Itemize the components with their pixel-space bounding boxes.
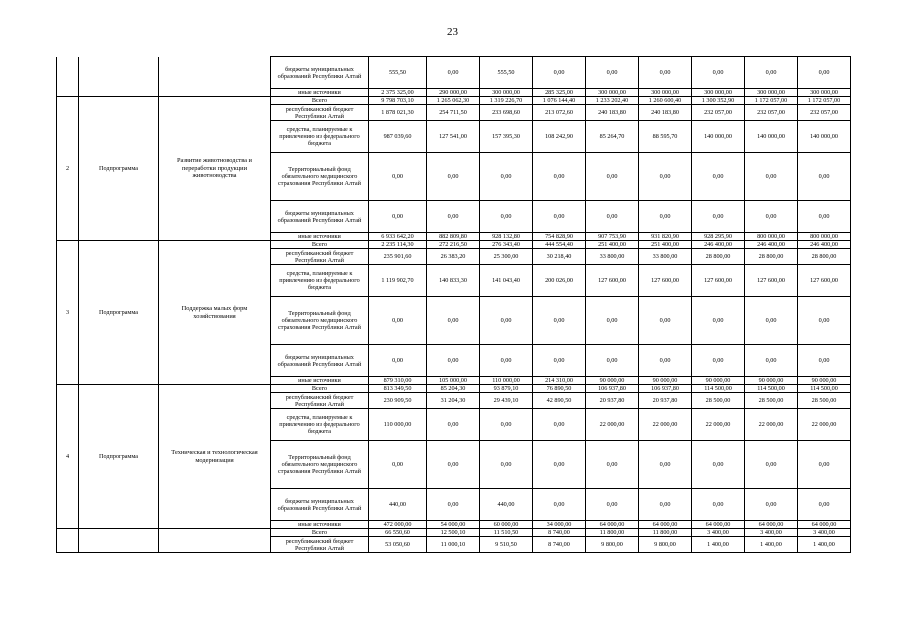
amount-cell: 1 400,00 xyxy=(798,537,851,553)
amount-cell: 64 000,00 xyxy=(692,521,745,529)
amount-cell: 987 039,60 xyxy=(369,121,427,153)
amount-cell: 440,00 xyxy=(480,489,533,521)
amount-cell: 157 395,30 xyxy=(480,121,533,153)
amount-cell: 114 500,00 xyxy=(798,385,851,393)
table-row xyxy=(57,385,851,393)
amount-cell: 0,00 xyxy=(639,57,692,89)
amount-cell: 0,00 xyxy=(533,441,586,489)
amount-cell: 0,00 xyxy=(692,57,745,89)
subprogram-type: Подпрограмма xyxy=(79,385,159,529)
amount-cell: 0,00 xyxy=(369,345,427,377)
amount-cell: 0,00 xyxy=(798,345,851,377)
amount-cell: 0,00 xyxy=(480,345,533,377)
funding-source-cell: средства, планируемые к привлечению из федерального бюджета xyxy=(271,121,369,153)
funding-source-cell: республиканский бюджет Республики Алтай xyxy=(271,393,369,409)
amount-cell: 33 800,00 xyxy=(586,249,639,265)
amount-cell: 64 000,00 xyxy=(745,521,798,529)
amount-cell: 246 400,00 xyxy=(692,241,745,249)
amount-cell: 28 800,00 xyxy=(798,249,851,265)
amount-cell: 0,00 xyxy=(369,441,427,489)
amount-cell: 0,00 xyxy=(586,57,639,89)
amount-cell: 12 500,10 xyxy=(427,529,480,537)
funding-source-cell: иные источники xyxy=(271,377,369,385)
table-row xyxy=(57,529,851,537)
amount-cell: 300 000,00 xyxy=(692,89,745,97)
name-cell xyxy=(159,529,271,553)
amount-cell: 444 554,40 xyxy=(533,241,586,249)
amount-cell: 931 820,90 xyxy=(639,233,692,241)
amount-cell: 1 172 057,00 xyxy=(745,97,798,105)
subprogram-name: Поддержка малых форм хозяйствования xyxy=(159,241,271,385)
amount-cell: 85 264,70 xyxy=(586,121,639,153)
amount-cell: 235 901,60 xyxy=(369,249,427,265)
amount-cell: 106 937,80 xyxy=(639,385,692,393)
amount-cell: 0,00 xyxy=(639,345,692,377)
amount-cell: 240 183,80 xyxy=(586,105,639,121)
amount-cell: 882 809,80 xyxy=(427,233,480,241)
amount-cell: 0,00 xyxy=(745,345,798,377)
amount-cell: 0,00 xyxy=(533,409,586,441)
amount-cell: 22 000,00 xyxy=(586,409,639,441)
amount-cell: 114 500,00 xyxy=(692,385,745,393)
amount-cell: 0,00 xyxy=(798,489,851,521)
amount-cell: 1 265 062,30 xyxy=(427,97,480,105)
amount-cell: 11 510,50 xyxy=(480,529,533,537)
amount-cell: 0,00 xyxy=(480,153,533,201)
amount-cell: 0,00 xyxy=(586,345,639,377)
table-row xyxy=(57,97,851,105)
amount-cell: 0,00 xyxy=(639,441,692,489)
amount-cell: 232 057,00 xyxy=(692,105,745,121)
amount-cell: 0,00 xyxy=(798,297,851,345)
amount-cell: 0,00 xyxy=(369,201,427,233)
amount-cell: 0,00 xyxy=(427,201,480,233)
amount-cell: 106 937,80 xyxy=(586,385,639,393)
amount-cell: 127 541,00 xyxy=(427,121,480,153)
amount-cell: 127 600,00 xyxy=(798,265,851,297)
amount-cell: 64 000,00 xyxy=(586,521,639,529)
amount-cell: 11 800,00 xyxy=(639,529,692,537)
funding-source-cell: Территориальный фонд обязательного медицинского страхования Республики Алтай xyxy=(271,153,369,201)
amount-cell: 127 600,00 xyxy=(586,265,639,297)
amount-cell: 0,00 xyxy=(692,489,745,521)
amount-cell: 0,00 xyxy=(745,441,798,489)
amount-cell: 1 878 021,30 xyxy=(369,105,427,121)
amount-cell: 2 375 325,00 xyxy=(369,89,427,97)
amount-cell: 0,00 xyxy=(798,153,851,201)
amount-cell: 9 800,00 xyxy=(639,537,692,553)
amount-cell: 127 600,00 xyxy=(639,265,692,297)
amount-cell: 230 909,50 xyxy=(369,393,427,409)
amount-cell: 300 000,00 xyxy=(586,89,639,97)
amount-cell: 141 043,40 xyxy=(480,265,533,297)
amount-cell: 64 000,00 xyxy=(639,521,692,529)
amount-cell: 251 400,00 xyxy=(639,241,692,249)
amount-cell: 0,00 xyxy=(427,297,480,345)
amount-cell: 907 753,90 xyxy=(586,233,639,241)
amount-cell: 0,00 xyxy=(480,441,533,489)
funding-source-cell: иные источники xyxy=(271,89,369,97)
funding-source-cell: Территориальный фонд обязательного медицинского страхования Республики Алтай xyxy=(271,441,369,489)
subprogram-type: Подпрограмма xyxy=(79,97,159,241)
amount-cell: 0,00 xyxy=(533,153,586,201)
amount-cell: 29 439,10 xyxy=(480,393,533,409)
amount-cell: 28 800,00 xyxy=(692,249,745,265)
amount-cell: 200 026,00 xyxy=(533,265,586,297)
amount-cell: 813 349,50 xyxy=(369,385,427,393)
amount-cell: 22 000,00 xyxy=(639,409,692,441)
amount-cell: 0,00 xyxy=(745,297,798,345)
amount-cell: 232 057,00 xyxy=(798,105,851,121)
amount-cell: 246 400,00 xyxy=(745,241,798,249)
amount-cell: 0,00 xyxy=(745,57,798,89)
amount-cell: 64 000,00 xyxy=(798,521,851,529)
amount-cell: 28 500,00 xyxy=(692,393,745,409)
amount-cell: 42 890,50 xyxy=(533,393,586,409)
amount-cell: 110 000,00 xyxy=(369,409,427,441)
amount-cell: 290 000,00 xyxy=(427,89,480,97)
amount-cell: 22 000,00 xyxy=(692,409,745,441)
amount-cell: 8 740,00 xyxy=(533,529,586,537)
amount-cell: 90 000,00 xyxy=(639,377,692,385)
amount-cell: 1 300 352,90 xyxy=(692,97,745,105)
amount-cell: 1 319 226,70 xyxy=(480,97,533,105)
funding-source-cell: Всего xyxy=(271,385,369,393)
amount-cell: 300 000,00 xyxy=(798,89,851,97)
amount-cell: 9 798 703,10 xyxy=(369,97,427,105)
amount-cell: 93 879,10 xyxy=(480,385,533,393)
amount-cell: 0,00 xyxy=(639,153,692,201)
type-cell xyxy=(79,529,159,553)
table-row xyxy=(57,57,851,89)
subprogram-number: 3 xyxy=(57,241,79,385)
amount-cell: 30 218,40 xyxy=(533,249,586,265)
amount-cell: 26 383,20 xyxy=(427,249,480,265)
table-row xyxy=(57,241,851,249)
amount-cell: 0,00 xyxy=(798,441,851,489)
subprogram-name: Развитие животноводства и переработки продукции животноводства xyxy=(159,97,271,241)
amount-cell: 85 204,30 xyxy=(427,385,480,393)
num-cell xyxy=(57,57,79,97)
funding-source-cell: средства, планируемые к привлечению из федерального бюджета xyxy=(271,265,369,297)
funding-source-cell: средства, планируемые к привлечению из федерального бюджета xyxy=(271,409,369,441)
amount-cell: 1 076 144,40 xyxy=(533,97,586,105)
amount-cell: 0,00 xyxy=(586,153,639,201)
amount-cell: 0,00 xyxy=(692,345,745,377)
amount-cell: 928 132,80 xyxy=(480,233,533,241)
amount-cell: 88 595,70 xyxy=(639,121,692,153)
num-cell xyxy=(57,529,79,553)
amount-cell: 1 260 600,40 xyxy=(639,97,692,105)
amount-cell: 8 740,00 xyxy=(533,537,586,553)
funding-source-cell: Всего xyxy=(271,241,369,249)
funding-source-cell: бюджеты муниципальных образований Республики Алтай xyxy=(271,345,369,377)
amount-cell: 0,00 xyxy=(692,153,745,201)
funding-source-cell: республиканский бюджет Республики Алтай xyxy=(271,105,369,121)
budget-table-body xyxy=(57,57,851,553)
amount-cell: 3 400,00 xyxy=(745,529,798,537)
amount-cell: 0,00 xyxy=(586,201,639,233)
amount-cell: 0,00 xyxy=(639,489,692,521)
budget-table xyxy=(56,56,851,553)
amount-cell: 1 400,00 xyxy=(745,537,798,553)
amount-cell: 879 310,00 xyxy=(369,377,427,385)
amount-cell: 54 000,00 xyxy=(427,521,480,529)
amount-cell: 127 600,00 xyxy=(745,265,798,297)
amount-cell: 0,00 xyxy=(692,297,745,345)
amount-cell: 0,00 xyxy=(692,441,745,489)
amount-cell: 90 000,00 xyxy=(798,377,851,385)
amount-cell: 0,00 xyxy=(427,57,480,89)
amount-cell: 0,00 xyxy=(692,201,745,233)
amount-cell: 800 000,00 xyxy=(798,233,851,241)
funding-source-cell: Всего xyxy=(271,529,369,537)
amount-cell: 251 400,00 xyxy=(586,241,639,249)
amount-cell: 28 800,00 xyxy=(745,249,798,265)
amount-cell: 214 310,00 xyxy=(533,377,586,385)
amount-cell: 9 510,50 xyxy=(480,537,533,553)
amount-cell: 33 800,00 xyxy=(639,249,692,265)
amount-cell: 25 300,00 xyxy=(480,249,533,265)
amount-cell: 0,00 xyxy=(586,441,639,489)
amount-cell: 127 600,00 xyxy=(692,265,745,297)
amount-cell: 2 235 114,30 xyxy=(369,241,427,249)
amount-cell: 114 500,00 xyxy=(745,385,798,393)
amount-cell: 300 000,00 xyxy=(745,89,798,97)
amount-cell: 0,00 xyxy=(798,201,851,233)
subprogram-number: 4 xyxy=(57,385,79,529)
amount-cell: 90 000,00 xyxy=(586,377,639,385)
amount-cell: 31 204,30 xyxy=(427,393,480,409)
amount-cell: 0,00 xyxy=(639,201,692,233)
subprogram-name: Техническая и технологическая модернизация xyxy=(159,385,271,529)
amount-cell: 240 183,80 xyxy=(639,105,692,121)
amount-cell: 440,00 xyxy=(369,489,427,521)
amount-cell: 28 500,00 xyxy=(798,393,851,409)
amount-cell: 472 000,00 xyxy=(369,521,427,529)
funding-source-cell: иные источники xyxy=(271,521,369,529)
amount-cell: 276 343,40 xyxy=(480,241,533,249)
amount-cell: 140 833,30 xyxy=(427,265,480,297)
amount-cell: 300 000,00 xyxy=(639,89,692,97)
amount-cell: 53 050,60 xyxy=(369,537,427,553)
amount-cell: 0,00 xyxy=(533,201,586,233)
amount-cell: 0,00 xyxy=(586,297,639,345)
amount-cell: 0,00 xyxy=(427,441,480,489)
amount-cell: 1 172 057,00 xyxy=(798,97,851,105)
amount-cell: 754 828,90 xyxy=(533,233,586,241)
funding-source-cell: республиканский бюджет Республики Алтай xyxy=(271,249,369,265)
amount-cell: 108 242,90 xyxy=(533,121,586,153)
amount-cell: 20 937,80 xyxy=(639,393,692,409)
amount-cell: 0,00 xyxy=(427,489,480,521)
funding-source-cell: бюджеты муниципальных образований Республики Алтай xyxy=(271,489,369,521)
amount-cell: 28 500,00 xyxy=(745,393,798,409)
amount-cell: 0,00 xyxy=(480,201,533,233)
amount-cell: 22 000,00 xyxy=(798,409,851,441)
name-cell xyxy=(159,57,271,97)
amount-cell: 0,00 xyxy=(533,297,586,345)
amount-cell: 140 000,00 xyxy=(692,121,745,153)
amount-cell: 0,00 xyxy=(745,489,798,521)
amount-cell: 1 119 902,70 xyxy=(369,265,427,297)
page-number: 23 xyxy=(447,26,458,38)
amount-cell: 34 000,00 xyxy=(533,521,586,529)
funding-source-cell: бюджеты муниципальных образований Республики Алтай xyxy=(271,201,369,233)
amount-cell: 1 233 202,40 xyxy=(586,97,639,105)
subprogram-number: 2 xyxy=(57,97,79,241)
amount-cell: 140 000,00 xyxy=(745,121,798,153)
amount-cell: 140 000,00 xyxy=(798,121,851,153)
amount-cell: 0,00 xyxy=(639,297,692,345)
amount-cell: 555,50 xyxy=(369,57,427,89)
amount-cell: 3 400,00 xyxy=(692,529,745,537)
amount-cell: 0,00 xyxy=(798,57,851,89)
type-cell xyxy=(79,57,159,97)
amount-cell: 11 800,00 xyxy=(586,529,639,537)
funding-source-cell: бюджеты муниципальных образований Республики Алтай xyxy=(271,57,369,89)
funding-source-cell: республиканский бюджет Республики Алтай xyxy=(271,537,369,553)
amount-cell: 0,00 xyxy=(369,153,427,201)
amount-cell: 233 698,60 xyxy=(480,105,533,121)
amount-cell: 0,00 xyxy=(369,297,427,345)
amount-cell: 0,00 xyxy=(745,153,798,201)
amount-cell: 800 000,00 xyxy=(745,233,798,241)
amount-cell: 0,00 xyxy=(533,489,586,521)
funding-source-cell: Всего xyxy=(271,97,369,105)
amount-cell: 0,00 xyxy=(533,57,586,89)
amount-cell: 6 933 642,20 xyxy=(369,233,427,241)
amount-cell: 0,00 xyxy=(480,409,533,441)
amount-cell: 254 711,50 xyxy=(427,105,480,121)
funding-source-cell: иные источники xyxy=(271,233,369,241)
amount-cell: 22 000,00 xyxy=(745,409,798,441)
amount-cell: 0,00 xyxy=(427,153,480,201)
amount-cell: 11 000,10 xyxy=(427,537,480,553)
amount-cell: 0,00 xyxy=(480,297,533,345)
subprogram-type: Подпрограмма xyxy=(79,241,159,385)
amount-cell: 0,00 xyxy=(427,345,480,377)
amount-cell: 66 550,60 xyxy=(369,529,427,537)
amount-cell: 60 000,00 xyxy=(480,521,533,529)
amount-cell: 90 000,00 xyxy=(692,377,745,385)
amount-cell: 20 937,80 xyxy=(586,393,639,409)
amount-cell: 9 800,00 xyxy=(586,537,639,553)
amount-cell: 0,00 xyxy=(427,409,480,441)
amount-cell: 90 000,00 xyxy=(745,377,798,385)
amount-cell: 300 000,00 xyxy=(480,89,533,97)
amount-cell: 110 000,00 xyxy=(480,377,533,385)
amount-cell: 76 890,50 xyxy=(533,385,586,393)
amount-cell: 246 400,00 xyxy=(798,241,851,249)
amount-cell: 105 000,00 xyxy=(427,377,480,385)
amount-cell: 232 057,00 xyxy=(745,105,798,121)
amount-cell: 285 325,00 xyxy=(533,89,586,97)
amount-cell: 0,00 xyxy=(745,201,798,233)
amount-cell: 0,00 xyxy=(533,345,586,377)
amount-cell: 555,50 xyxy=(480,57,533,89)
amount-cell: 928 295,90 xyxy=(692,233,745,241)
amount-cell: 272 216,50 xyxy=(427,241,480,249)
amount-cell: 3 400,00 xyxy=(798,529,851,537)
amount-cell: 213 072,60 xyxy=(533,105,586,121)
amount-cell: 1 400,00 xyxy=(692,537,745,553)
amount-cell: 0,00 xyxy=(586,489,639,521)
funding-source-cell: Территориальный фонд обязательного медицинского страхования Республики Алтай xyxy=(271,297,369,345)
